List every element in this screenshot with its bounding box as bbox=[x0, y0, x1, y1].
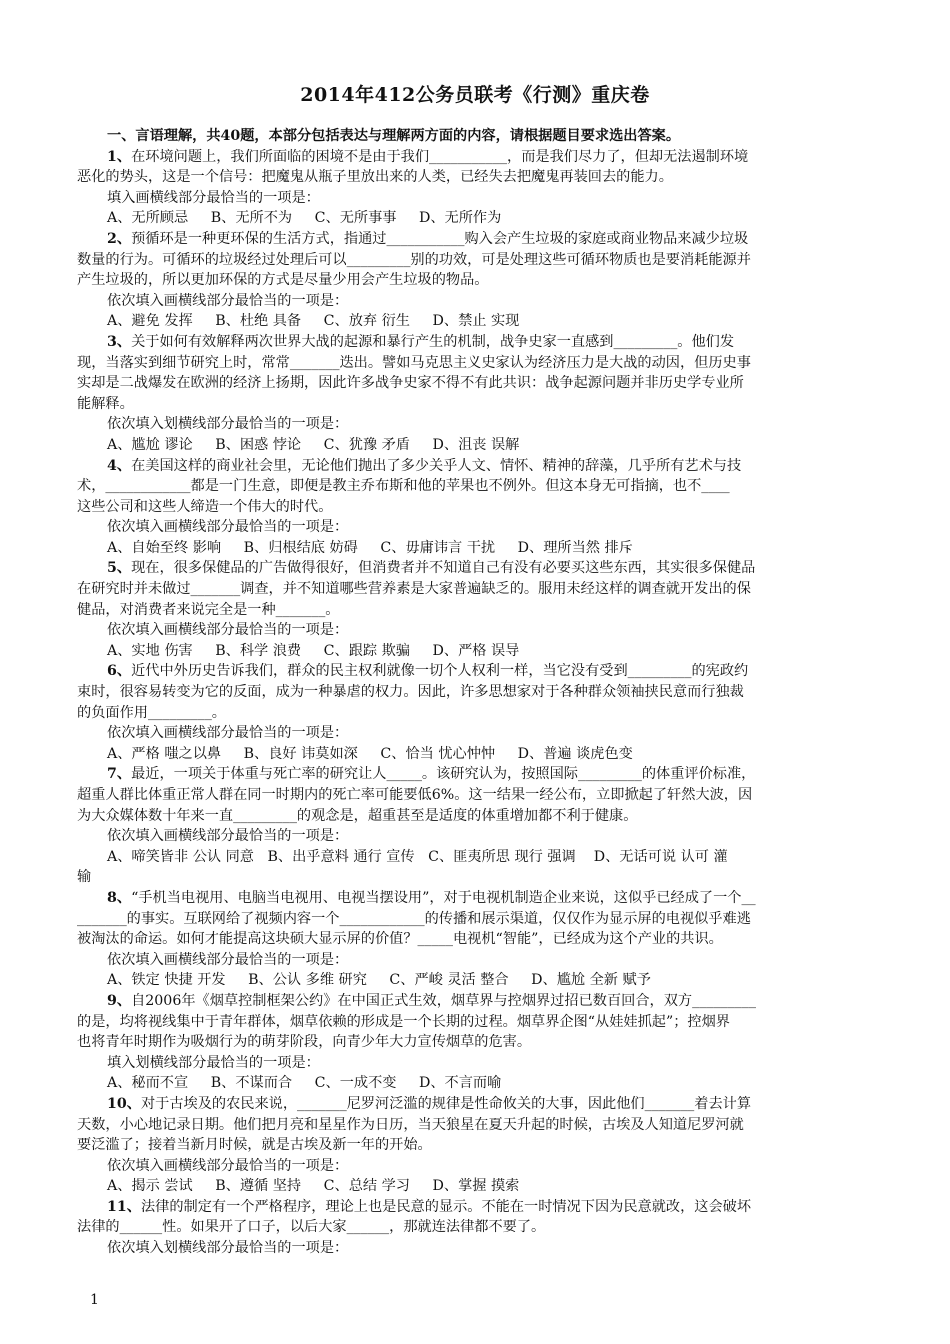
text-line bbox=[77, 1073, 877, 1094]
text-line bbox=[77, 538, 877, 559]
line-text: 的是，均将视线集中于青年群体，烟草依赖的形成是一个长期的过程。烟草界企图“从娃娃抓起”；控烟界 bbox=[77, 1013, 730, 1030]
line-text: 近代中外历史告诉我们，群众的民主权利就像一切个人权利一样，当它没有受到_________的宪政约 bbox=[131, 663, 749, 680]
text-line bbox=[77, 167, 877, 188]
question-number: 9、 bbox=[107, 992, 132, 1009]
line-text: A、无所顾忌 B、无所不为 C、无所事事 D、无所作为 bbox=[107, 210, 502, 227]
text-line bbox=[77, 188, 877, 209]
text-line bbox=[77, 291, 877, 312]
text-line bbox=[77, 620, 877, 641]
text-line bbox=[77, 208, 877, 229]
line-text: 实却是二战爆发在欧洲的经济上扬期，因此许多战争史家不得不有此共识：战争起源问题并非历史学专业所 bbox=[77, 375, 744, 392]
question-number: 5、 bbox=[107, 560, 132, 577]
text-line bbox=[77, 1053, 877, 1074]
text-line bbox=[77, 682, 877, 703]
line-text: _______的事实。互联网给了视频内容一个____________的传播和展示渠道，仅仅作为显示屏的电视似乎难逃 bbox=[77, 910, 751, 927]
line-text: A、严格 嗤之以鼻 B、良好 讳莫如深 C、恰当 忧心忡忡 D、普遍 谈虎色变 bbox=[107, 745, 633, 762]
text-line bbox=[77, 600, 877, 621]
line-text: 依次填入画横线部分最恰当的一项是： bbox=[107, 1157, 349, 1174]
text-line bbox=[77, 661, 877, 682]
text-line bbox=[77, 723, 877, 744]
line-text: A、秘而不宣 B、不谋而合 C、一成不变 D、不言而喻 bbox=[107, 1075, 502, 1092]
line-text: 依次填入画横线部分最恰当的一项是： bbox=[107, 622, 349, 639]
text-line bbox=[77, 1197, 877, 1218]
line-text: 能解释。 bbox=[77, 395, 134, 412]
line-text: 关于如何有效解释两次世界大战的起源和暴行产生的机制，战争史家一直感到_________。他们发 bbox=[131, 333, 735, 350]
line-text: A、啼笑皆非 公认 同意 B、出乎意料 通行 宣传 C、匪夷所思 现行 强调 D、无话可说 认可 灌 bbox=[107, 848, 728, 865]
text-line bbox=[77, 476, 877, 497]
line-text: 被淘汰的命运。如何才能提高这块硕大显示屏的价值？_____电视机“智能”，已经成为这个产业的共识。 bbox=[77, 931, 723, 948]
line-text: 一、言语理解，共40题，本部分包括表达与理解两方面的内容，请根据题目要求选出答案。 bbox=[107, 128, 681, 144]
text-line bbox=[77, 250, 877, 271]
line-text: 依次填入画横线部分最恰当的一项是： bbox=[107, 828, 349, 845]
line-text: 对于古埃及的农民来说，_______尼罗河泛滥的规律是性命攸关的大事，因此他们_______着去计算 bbox=[140, 1095, 752, 1112]
text-line bbox=[77, 847, 877, 868]
text-line bbox=[77, 517, 877, 538]
text-line bbox=[77, 785, 877, 806]
line-text: A、尴尬 谬论 B、困惑 悖论 C、犹豫 矛盾 D、沮丧 误解 bbox=[107, 436, 520, 453]
line-text: A、揭示 尝试 B、遵循 坚持 C、总结 学习 D、掌握 摸索 bbox=[107, 1178, 520, 1195]
text-line bbox=[77, 744, 877, 765]
text-line bbox=[77, 641, 877, 662]
text-line bbox=[77, 1115, 877, 1136]
line-text: 最近，一项关于体重与死亡率的研究让人_____。该研究认为，按照国际_________的体重评价标准， bbox=[131, 766, 756, 783]
line-text: 填入画横线部分最恰当的一项是： bbox=[107, 189, 320, 206]
text-line bbox=[77, 353, 877, 374]
line-text: 法律的制定有一个严格程序，理论上也是民意的显示。不能在一时情况下因为民意就改，这会破坏 bbox=[140, 1198, 752, 1215]
text-line bbox=[77, 703, 877, 724]
text-line bbox=[77, 1156, 877, 1177]
line-text: 在美国这样的商业社会里，无论他们抛出了多少关乎人文、情怀、精神的辞藻，几乎所有艺术与技 bbox=[131, 457, 742, 474]
line-text: A、自始至终 影响 B、归根结底 妨碍 C、毋庸讳言 干扰 D、理所当然 排斥 bbox=[107, 539, 633, 556]
question-number: 3、 bbox=[107, 333, 132, 350]
question-number: 4、 bbox=[107, 457, 132, 474]
text-line bbox=[77, 1238, 877, 1259]
text-line bbox=[77, 929, 877, 950]
text-line bbox=[77, 373, 877, 394]
document-body bbox=[77, 126, 877, 1259]
text-line bbox=[77, 1032, 877, 1053]
text-line bbox=[77, 1094, 877, 1115]
question-number: 10、 bbox=[107, 1095, 141, 1112]
text-line bbox=[77, 270, 877, 291]
line-text: 现在，很多保健品的广告做得很好，但消费者并不知道自己有没有必要买这些东西，其实很多保健品 bbox=[131, 560, 756, 577]
line-text: 也将青年时期作为吸烟行为的萌芽阶段，向青少年大力宣传烟草的危害。 bbox=[77, 1034, 532, 1051]
question-number: 2、 bbox=[107, 230, 132, 247]
text-line bbox=[77, 558, 877, 579]
text-line bbox=[77, 806, 877, 827]
line-text: 依次填入画横线部分最恰当的一项是： bbox=[107, 292, 349, 309]
line-text: 依次填入划横线部分最恰当的一项是： bbox=[107, 416, 349, 433]
line-text: 依次填入画横线部分最恰当的一项是： bbox=[107, 951, 349, 968]
text-line bbox=[77, 332, 877, 353]
line-text: 恶化的势头，这是一个信号：把魔鬼从瓶子里放出来的人类，已经失去把魔鬼再装回去的能力。 bbox=[77, 169, 673, 186]
text-line bbox=[77, 764, 877, 785]
text-line bbox=[77, 888, 877, 909]
text-line bbox=[77, 1012, 877, 1033]
text-line bbox=[77, 147, 877, 168]
line-text: 预循环是一种更环保的生活方式，指通过___________购入会产生垃圾的家庭或商业物品来减少垃圾 bbox=[131, 230, 749, 247]
line-text: 依次填入画横线部分最恰当的一项是： bbox=[107, 725, 349, 742]
question-number: 11、 bbox=[107, 1198, 141, 1215]
document-title: 2014年412公务员联考《行测》重庆卷 bbox=[300, 84, 650, 106]
line-text: 健品，对消费者来说完全是一种_______。 bbox=[77, 601, 340, 618]
text-line bbox=[77, 991, 877, 1012]
question-number: 7、 bbox=[107, 766, 132, 783]
line-text: 要泛滥了；接着当新月时候，就是古埃及新一年的开始。 bbox=[77, 1137, 432, 1154]
text-line bbox=[77, 1176, 877, 1197]
text-line bbox=[77, 970, 877, 991]
text-line bbox=[77, 456, 877, 477]
line-text: 现，当落实到细节研究上时，常常_______迭出。譬如马克思主义史家认为经济压力是大战的动因，但历史事 bbox=[77, 354, 751, 371]
line-text: 自2006年《烟草控制框架公约》在中国正式生效，烟草界与控烟界过招已数百回合，双方_________ bbox=[131, 992, 756, 1009]
line-text: 为大众媒体数十年来一直_________的观念是，超重甚至是适度的体重增加都不利于健康。 bbox=[77, 807, 638, 824]
line-text: 在研究时并未做过_______调查，并不知道哪些营养素是大家普遍缺乏的。服用未经这样的调查就开发出的保 bbox=[77, 581, 751, 598]
line-text: 法律的______性。如果开了口子，以后大家______，那就连法律都不要了。 bbox=[77, 1219, 546, 1236]
question-number: 1、 bbox=[107, 148, 132, 165]
line-text: 在环境问题上，我们所面临的困境不是由于我们___________，而是我们尽力了，但却无法遏制环境 bbox=[131, 148, 749, 165]
line-text: A、避免 发挥 B、杜绝 具备 C、放弃 衍生 D、禁止 实现 bbox=[107, 313, 520, 330]
line-text: 束时，很容易转变为它的反面，成为一种暴虐的权力。因此，许多思想家对于各种群众领袖挟民意而行独裁 bbox=[77, 684, 744, 701]
text-line bbox=[77, 1217, 877, 1238]
text-line bbox=[77, 826, 877, 847]
text-line bbox=[77, 950, 877, 971]
line-text: A、铁定 快捷 开发 B、公认 多维 研究 C、严峻 灵活 整合 D、尴尬 全新 赋予 bbox=[107, 972, 651, 989]
text-line bbox=[77, 394, 877, 415]
text-line bbox=[77, 311, 877, 332]
text-line bbox=[77, 1135, 877, 1156]
text-line bbox=[77, 414, 877, 435]
line-text: A、实地 伤害 B、科学 浪费 C、跟踪 欺骗 D、严格 误导 bbox=[107, 642, 520, 659]
line-text: 超重人群比体重正常人群在同一时期内的死亡率可能要低6%。这一结果一经公布，立即掀起了轩然大波，因 bbox=[77, 787, 753, 803]
text-line bbox=[77, 579, 877, 600]
text-line bbox=[77, 435, 877, 456]
question-number: 8、 bbox=[107, 889, 132, 906]
text-line bbox=[77, 909, 877, 930]
line-text: 的负面作用_________。 bbox=[77, 704, 226, 721]
question-number: 6、 bbox=[107, 663, 132, 680]
text-line bbox=[77, 126, 877, 147]
line-text: 这些公司和这些人缔造一个伟大的时代。 bbox=[77, 498, 333, 515]
line-text: 填入划横线部分最恰当的一项是： bbox=[107, 1054, 320, 1071]
line-text: 数量的行为。可循环的垃圾经过处理后可以_________别的功效，可是处理这些可循环物质也是要消耗能源并 bbox=[77, 251, 751, 268]
line-text: 输 bbox=[77, 869, 92, 886]
line-text: 术，____________都是一门生意，即便是教主乔布斯和他的苹果也不例外。但这本身无可指摘，也不____ bbox=[77, 478, 730, 495]
line-text: 依次填入划横线部分最恰当的一项是： bbox=[107, 1240, 349, 1257]
text-line bbox=[77, 867, 877, 888]
line-text: 产生垃圾的，所以更加环保的方式是尽量少用会产生垃圾的物品。 bbox=[77, 272, 489, 289]
line-text: “手机当电视用、电脑当电视用、电视当摆设用”，对于电视机制造企业来说，这似乎已经成了一个__ bbox=[131, 889, 756, 906]
text-line bbox=[77, 497, 877, 518]
line-text: 天数，小心地记录日期。他们把月亮和星星作为日历，当天狼星在夏天升起的时候，古埃及人知道尼罗河就 bbox=[77, 1116, 744, 1133]
line-text: 依次填入画横线部分最恰当的一项是： bbox=[107, 519, 349, 536]
text-line bbox=[77, 229, 877, 250]
page-number: 1 bbox=[90, 1292, 99, 1308]
